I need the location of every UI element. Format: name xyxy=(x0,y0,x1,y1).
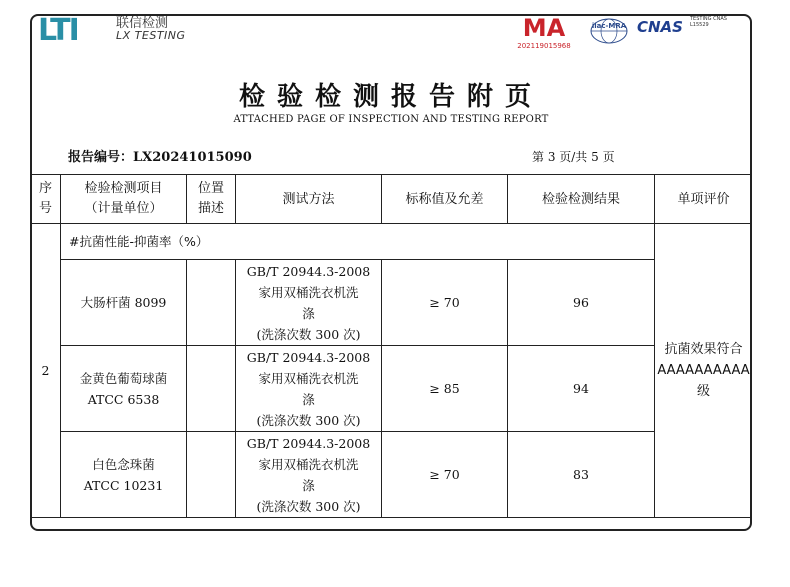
method-line-3: 涤 xyxy=(302,391,315,407)
header-method: 测试方法 xyxy=(236,175,382,224)
ilac-mra-logo xyxy=(587,16,631,46)
item-cell xyxy=(61,346,187,432)
header-standard: 标称值及允差 xyxy=(382,175,508,224)
position-cell xyxy=(187,346,236,432)
result-cell: 83 xyxy=(508,432,655,518)
header-evaluation: 单项评价 xyxy=(655,175,753,224)
table-row xyxy=(31,346,753,432)
section-row xyxy=(31,224,753,260)
result-cell: 94 xyxy=(508,346,655,432)
report-number-value: LX20241015090 xyxy=(133,150,252,165)
item-strain: ATCC 6538 xyxy=(87,391,160,407)
report-page xyxy=(30,14,752,531)
method-line-1: GB/T 20944.3-2008 xyxy=(246,435,371,451)
table-row xyxy=(31,432,753,518)
result-cell: 96 xyxy=(508,260,655,346)
evaluation-line-3: 级 xyxy=(696,384,710,399)
company-logo-mark: LTI xyxy=(38,14,78,48)
item-cell xyxy=(61,432,187,518)
cnas-logo: CNAS xyxy=(637,18,683,36)
ilac-label: ilac-MRA xyxy=(591,22,627,30)
standard-cell: ≥ 70 xyxy=(382,260,508,346)
cma-label: MA xyxy=(522,14,566,42)
report-title-en: ATTACHED PAGE OF INSPECTION AND TESTING REPORT xyxy=(233,114,549,125)
method-line-1: GB/T 20944.3-2008 xyxy=(246,349,371,365)
table-header-row xyxy=(31,175,753,224)
header-item: 检验检测项目 （计量单位） xyxy=(61,175,187,224)
company-name-cn: 联信检测 xyxy=(116,16,169,31)
position-cell xyxy=(187,432,236,518)
item-cell xyxy=(61,260,187,346)
evaluation-line-2: AAAAAAAAAA xyxy=(657,363,750,378)
report-number xyxy=(68,146,252,165)
table-row xyxy=(31,260,753,346)
method-line-2: 家用双桶洗衣机洗 xyxy=(258,284,359,300)
page-indicator: 第 3 页/共 5 页 xyxy=(532,150,615,164)
report-title-cn: 检验检测报告附页 xyxy=(238,82,543,112)
item-name: 大肠杆菌 8099 xyxy=(80,295,167,310)
section-title: #抗菌性能-抑菌率（%） xyxy=(61,224,655,260)
cma-seal xyxy=(508,14,580,52)
method-line-3: 涤 xyxy=(302,477,315,493)
method-line-4: (洗涤次数 300 次) xyxy=(256,326,361,342)
header-position: 位置 描述 xyxy=(187,175,236,224)
results-table xyxy=(30,174,752,518)
item-name: 金黄色葡萄球菌 xyxy=(79,370,168,386)
globe-icon xyxy=(587,16,631,46)
header-seq: 序 号 xyxy=(31,175,61,224)
method-cell xyxy=(236,260,382,346)
report-number-label: 报告编号： xyxy=(68,150,134,165)
evaluation-line-1: 抗菌效果符合 xyxy=(664,342,743,357)
company-name-en: LX TESTING xyxy=(116,29,186,42)
evaluation-cell xyxy=(655,224,753,518)
cma-number: 202119015968 xyxy=(517,42,571,50)
method-line-4: (洗涤次数 300 次) xyxy=(256,498,361,514)
method-line-1: GB/T 20944.3-2008 xyxy=(246,263,371,279)
method-line-2: 家用双桶洗衣机洗 xyxy=(258,456,359,472)
seq-cell: 2 xyxy=(31,224,61,518)
item-strain: ATCC 10231 xyxy=(83,477,164,493)
header-result: 检验检测结果 xyxy=(508,175,655,224)
standard-cell: ≥ 85 xyxy=(382,346,508,432)
method-cell xyxy=(236,346,382,432)
position-cell xyxy=(187,260,236,346)
method-line-3: 涤 xyxy=(302,305,315,321)
cnas-accreditation-text: TESTING CNAS L15529 xyxy=(690,16,727,28)
method-line-2: 家用双桶洗衣机洗 xyxy=(258,370,359,386)
method-line-4: (洗涤次数 300 次) xyxy=(256,412,361,428)
method-cell xyxy=(236,432,382,518)
item-name: 白色念珠菌 xyxy=(92,456,155,472)
standard-cell: ≥ 70 xyxy=(382,432,508,518)
